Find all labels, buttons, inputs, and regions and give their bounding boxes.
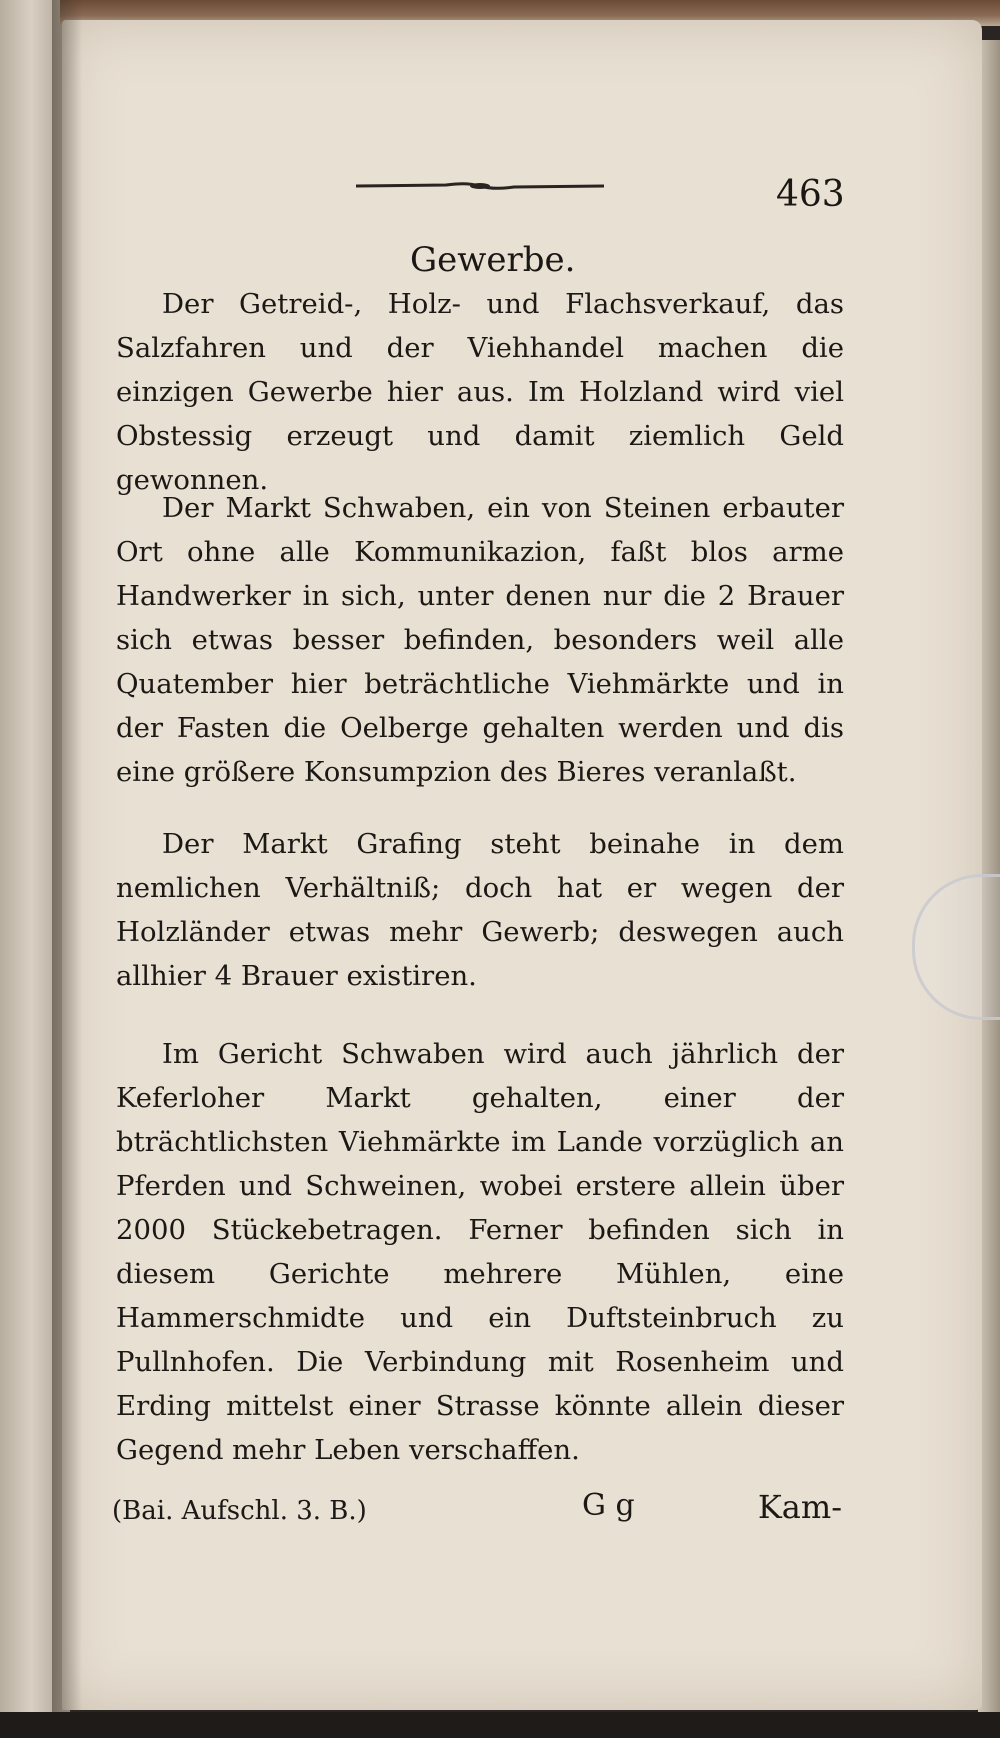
footer-reference: (Bai. Aufschl. 3. B.) <box>112 1496 367 1526</box>
spine-shadow <box>52 0 82 1738</box>
paragraph-4 <box>116 1032 844 1472</box>
paragraph-text: Im Gericht Schwaben wird auch jährlich der Keferloher Markt gehalten, einer der bträchtlichsten Viehmärkte im Lande vorzüglich an Pferden und Schweinen, wobei erstere allein über 2000 Stückebetragen. Ferner befinden sich in diesem Gerichte mehrere Mühlen, eine Hammerschmidte und ein Duftsteinbruch zu Pullnhofen. Die Verbindung mit Rosenheim und Erding mittelst einer Strasse könnte allein dieser Gegend mehr Leben verschaffen. <box>116 1038 844 1466</box>
paragraph-2 <box>116 486 844 794</box>
scan-bottom-band <box>0 1712 1000 1738</box>
paragraph-1 <box>116 282 844 502</box>
ornamental-rule <box>356 182 604 190</box>
section-heading: Gewerbe. <box>410 240 576 280</box>
catchword: Kam- <box>757 1488 842 1526</box>
paragraph-3 <box>116 822 844 998</box>
paragraph-text: Der Markt Grafing steht beinahe in dem nemlichen Verhältniß; doch hat er wegen der Holzländer etwas mehr Gewerb; deswegen auch allhier 4 Brauer existiren. <box>116 828 844 992</box>
signature-mark: G g <box>582 1488 635 1523</box>
page-footer <box>112 1488 842 1532</box>
page-number: 463 <box>776 174 845 215</box>
paragraph-text: Der Getreid-, Holz- und Flachsverkauf, das Salzfahren und der Viehhandel machen die einzigen Gewerbe hier aus. Im Holzland wird viel Obstessig erzeugt und damit ziemlich Geld gewonnen. <box>116 288 844 496</box>
paragraph-text: Der Markt Schwaben, ein von Steinen erbauter Ort ohne alle Kommunikazion, faßt blos arme Handwerker in sich, unter denen nur die 2 Brauer sich etwas besser befinden, besonders weil alle Quatember hier beträchtliche Viehmärkte und in der Fasten die Oelberge gehalten werden und dis eine größere Konsumpzion des Bieres veranlaßt. <box>116 492 844 788</box>
